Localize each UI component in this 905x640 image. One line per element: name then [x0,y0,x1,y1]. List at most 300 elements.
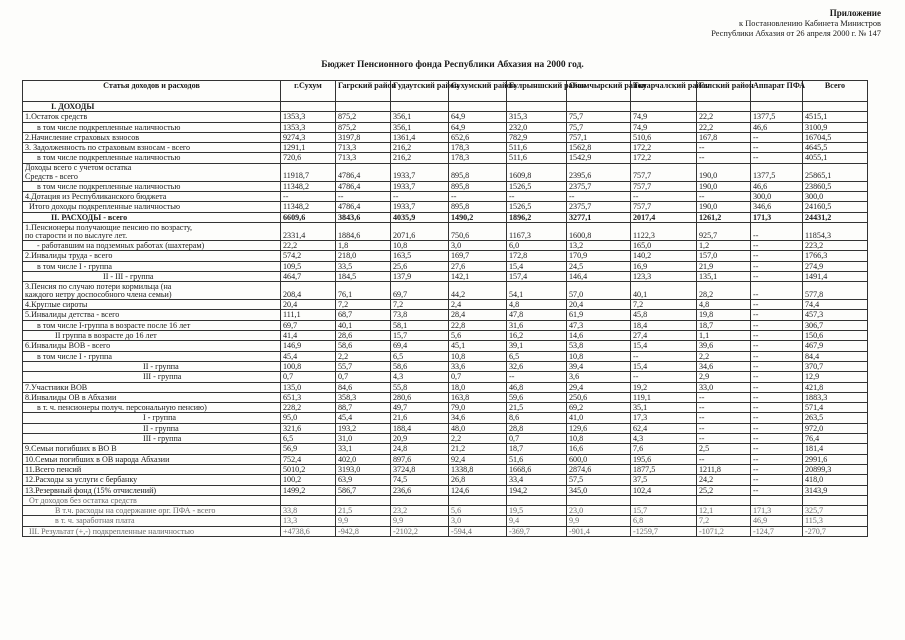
table-cell: 4786,4 [336,202,391,212]
table-row [23,434,868,444]
table-cell: -- [751,282,803,300]
table-cell: 11348,2 [281,181,336,191]
table-cell: 20,4 [281,300,336,310]
table-row [23,361,868,371]
table-cell: 74,4 [803,300,868,310]
table-cell: 11854,3 [803,222,868,240]
table-cell: -- [751,153,803,163]
table-cell: 55,8 [391,382,449,392]
table-cell: 41,0 [567,413,631,423]
table-cell: -- [567,192,631,202]
table-cell: 3277,1 [567,212,631,222]
table-cell: 41,4 [281,331,336,341]
table-cell [803,495,868,505]
row-label: 1.Пенсионеры получающие пенсию по возрасту, по старости и по выслуге лет. [23,222,281,240]
table-cell: 0,7 [336,372,391,382]
row-label: в том числе I - группа [23,261,281,271]
table-cell: 102,4 [631,485,697,495]
table-row [23,261,868,271]
table-cell: 59,6 [507,392,567,402]
table-cell: 6,8 [631,516,697,526]
table-cell: -- [751,434,803,444]
table-cell: 651,3 [281,392,336,402]
table-cell: 1122,3 [631,222,697,240]
row-label: в том числе I-группа в возрасте после 16 лет [23,320,281,330]
table-cell: -- [507,192,567,202]
table-cell: 54,1 [507,282,567,300]
table-row [23,444,868,454]
table-row [23,320,868,330]
table-cell: -- [281,192,336,202]
table-cell: 88,7 [336,403,391,413]
table-cell: 33,8 [281,506,336,516]
table-cell: 325,7 [803,506,868,516]
table-cell: 68,7 [336,310,391,320]
table-cell: 18,0 [449,382,507,392]
table-cell: 190,0 [697,202,751,212]
table-cell: 73,8 [391,310,449,320]
table-cell: 49,7 [391,403,449,413]
table-cell [631,102,697,112]
table-cell: 18,7 [507,444,567,454]
table-cell: 6609,6 [281,212,336,222]
table-cell: 46,6 [751,181,803,191]
row-label: 9.Семьи погибших в ВО В [23,444,281,454]
table-cell: 1933,7 [391,181,449,191]
table-cell: 2991,6 [803,454,868,464]
table-cell: 2,9 [697,372,751,382]
table-cell: -- [697,403,751,413]
table-cell: 418,0 [803,475,868,485]
table-cell: -- [631,351,697,361]
table-cell: 74,5 [391,475,449,485]
table-cell: 345,0 [567,485,631,495]
table-cell: 713,3 [336,153,391,163]
table-cell: 25865,1 [803,163,868,181]
table-cell [507,102,567,112]
table-cell: 24,8 [391,444,449,454]
table-cell: -- [751,351,803,361]
table-cell: 21,2 [449,444,507,454]
column-header: г.Сухум [281,81,336,102]
table-cell: 346,6 [751,202,803,212]
table-cell: -- [751,143,803,153]
table-cell [449,102,507,112]
table-cell: -- [751,222,803,240]
table-cell: 1883,3 [803,392,868,402]
table-cell: 92,4 [449,454,507,464]
table-cell: 12,9 [803,372,868,382]
table-cell: 263,5 [803,413,868,423]
row-label: в т. ч. пенсионеры получ. персональную пенсию) [23,403,281,413]
row-label: II группа в возрасте до 16 лет [23,331,281,341]
table-cell: 1526,5 [507,202,567,212]
table-row [23,163,868,181]
table-cell: 3143,9 [803,485,868,495]
table-cell: 9,9 [391,516,449,526]
table-cell: 16,2 [507,331,567,341]
table-cell: -- [751,413,803,423]
table-cell [567,102,631,112]
table-cell: 24,5 [567,261,631,271]
table-cell: 171,3 [751,212,803,222]
table-cell: -- [751,454,803,464]
table-cell: 228,2 [281,403,336,413]
table-cell: 757,1 [567,132,631,142]
table-cell: -- [697,423,751,433]
table-cell: 34,6 [697,361,751,371]
table-row [23,423,868,433]
row-label: 4.Дотация из Республиканского бюджета [23,192,281,202]
table-cell: 895,8 [449,202,507,212]
table-cell: 467,9 [803,341,868,351]
table-cell: 1562,8 [567,143,631,153]
table-cell: 10,8 [391,240,449,250]
row-label: в том числе подкрепленные наличностью [23,181,281,191]
table-cell: 63,9 [336,475,391,485]
table-row [23,372,868,382]
table-cell: 58,6 [391,361,449,371]
table-row [23,382,868,392]
table-cell: -- [697,413,751,423]
table-cell: 46,9 [751,516,803,526]
row-label: 11.Всего пенсий [23,464,281,474]
table-cell: 1361,4 [391,132,449,142]
table-cell: 216,2 [391,153,449,163]
table-cell: 100,8 [281,361,336,371]
table-cell: 24431,2 [803,212,868,222]
table-cell: 1896,2 [507,212,567,222]
row-label: 6.Инвалиды ВОВ - всего [23,341,281,351]
table-cell: 1,1 [697,331,751,341]
table-cell: 757,7 [631,181,697,191]
row-label: 4.Круглые сироты [23,300,281,310]
row-label: Итого доходы подкрепленные наличностью [23,202,281,212]
table-cell: 74,9 [631,122,697,132]
table-cell: 358,3 [336,392,391,402]
table-row [23,143,868,153]
table-cell: 178,3 [449,153,507,163]
table-cell: 157,4 [507,271,567,281]
table-cell: 1261,2 [697,212,751,222]
table-cell: 4,3 [631,434,697,444]
table-cell: -- [751,132,803,142]
table-row [23,122,868,132]
table-cell: 2375,7 [567,181,631,191]
table-cell: 69,2 [567,403,631,413]
table-cell: -- [751,320,803,330]
table-cell: 9,4 [507,516,567,526]
table-cell: 11348,2 [281,202,336,212]
table-cell: 190,0 [697,181,751,191]
table-cell: 897,6 [391,454,449,464]
table-cell: 720,6 [281,153,336,163]
table-cell: 356,1 [391,112,449,122]
table-cell: 167,8 [697,132,751,142]
table-cell: 146,4 [567,271,631,281]
table-cell: 84,6 [336,382,391,392]
table-cell: 782,9 [507,132,567,142]
table-cell: -- [391,192,449,202]
table-cell: 895,8 [449,163,507,181]
table-cell: 33,1 [336,444,391,454]
table-cell: 19,2 [631,382,697,392]
table-cell: -- [751,331,803,341]
table-cell: 306,7 [803,320,868,330]
table-row [23,454,868,464]
table-row [23,310,868,320]
column-header: Галский район [697,81,751,102]
table-cell: 1933,7 [391,202,449,212]
column-header: Аппарат ПФА [751,81,803,102]
table-cell: 7,2 [391,300,449,310]
table-cell: 39,1 [507,341,567,351]
table-row [23,351,868,361]
table-cell: 115,3 [803,516,868,526]
table-cell: 1377,5 [751,163,803,181]
table-cell: 15,4 [631,361,697,371]
table-cell: -- [697,454,751,464]
table-row [23,153,868,163]
table-cell: 123,3 [631,271,697,281]
table-cell [751,102,803,112]
table-cell: 1766,3 [803,251,868,261]
row-label: III - группа [23,372,281,382]
table-cell: 1600,8 [567,222,631,240]
table-cell: 33,4 [507,475,567,485]
table-cell: 1884,6 [336,222,391,240]
table-cell: 33,5 [336,261,391,271]
table-cell: 4786,4 [336,181,391,191]
table-cell: -1259,7 [631,526,697,536]
table-cell: 10,8 [567,351,631,361]
table-cell: 58,6 [336,341,391,351]
table-cell: 752,4 [281,454,336,464]
table-cell: 571,4 [803,403,868,413]
table-cell: 23,0 [567,506,631,516]
table-cell: 79,0 [449,403,507,413]
table-cell: 1338,8 [449,464,507,474]
row-label: 3.Пенсия по случаю потери кормильца (на каждого нетру доспособного члена семьи) [23,282,281,300]
table-cell [391,102,449,112]
row-label: 13.Резервный фонд (15% отчислений) [23,485,281,495]
table-cell [567,495,631,505]
table-cell: 1211,8 [697,464,751,474]
table-cell: 40,1 [336,320,391,330]
table-cell: 0,7 [507,434,567,444]
table-cell: -- [697,153,751,163]
table-cell: 17,3 [631,413,697,423]
table-cell: 19,8 [697,310,751,320]
table-cell: -- [751,423,803,433]
table-cell: 895,8 [449,181,507,191]
table-cell: 9,9 [336,516,391,526]
table-cell: 140,2 [631,251,697,261]
row-label: 5.Инвалиды детства - всего [23,310,281,320]
row-label: в том числе подкрепленные наличностью [23,153,281,163]
table-cell: 150,6 [803,331,868,341]
table-cell: 37,5 [631,475,697,485]
table-cell: 464,7 [281,271,336,281]
table-cell: 577,8 [803,282,868,300]
table-cell: -270,7 [803,526,868,536]
table-cell: 57,5 [567,475,631,485]
table-cell: 75,7 [567,122,631,132]
table-cell [803,102,868,112]
table-cell: 45,4 [336,413,391,423]
table-cell: 1526,5 [507,181,567,191]
table-cell: 3,0 [449,240,507,250]
table-cell: 300,0 [803,192,868,202]
table-cell: 109,5 [281,261,336,271]
table-cell: 23860,5 [803,181,868,191]
table-cell: 31,0 [336,434,391,444]
table-cell: 22,2 [281,240,336,250]
table-cell: -- [631,192,697,202]
table-cell: 135,1 [697,271,751,281]
row-label: 10.Семьи погибших в ОВ народа Абхазии [23,454,281,464]
table-cell: 2,2 [697,351,751,361]
table-cell: 15,4 [507,261,567,271]
table-cell: 274,9 [803,261,868,271]
table-cell: +4738,6 [281,526,336,536]
table-row [23,475,868,485]
budget-table-container [22,80,867,632]
table-cell [391,495,449,505]
table-cell: 4645,5 [803,143,868,153]
table-cell: 163,5 [391,251,449,261]
table-cell: 20,4 [567,300,631,310]
table-cell: 47,8 [507,310,567,320]
table-cell: 875,2 [336,122,391,132]
row-label: В т.ч. расходы на содержание орг. ПФА - всего [23,506,281,516]
table-cell: -- [697,143,751,153]
table-cell: 53,8 [567,341,631,351]
table-body [23,102,868,537]
table-cell: 135,0 [281,382,336,392]
table-cell: 457,3 [803,310,868,320]
table-cell: 34,6 [449,413,507,423]
table-cell: 20,9 [391,434,449,444]
table-cell: -901,4 [567,526,631,536]
table-cell: 44,2 [449,282,507,300]
table-cell [751,495,803,505]
table-cell: 4,8 [697,300,751,310]
row-label: I. ДОХОДЫ [23,102,281,112]
table-row [23,102,868,112]
table-cell: 3,0 [449,516,507,526]
table-cell: 3,6 [567,372,631,382]
table-cell: -- [751,240,803,250]
table-cell: 194,2 [507,485,567,495]
table-cell: 57,0 [567,282,631,300]
table-cell [336,102,391,112]
table-cell: 2071,6 [391,222,449,240]
row-label: 8.Инвалиды ОВ в Абхазии [23,392,281,402]
row-label: 2.Инвалиды труда - всего [23,251,281,261]
table-cell: 193,2 [336,423,391,433]
table-header-row [23,81,868,102]
table-cell: 321,6 [281,423,336,433]
table-row [23,132,868,142]
table-cell [281,495,336,505]
table-row [23,506,868,516]
table-cell: 25,6 [391,261,449,271]
table-cell: -594,4 [449,526,507,536]
table-cell: 170,9 [567,251,631,261]
column-header: Сухумский район [449,81,507,102]
table-cell: 181,4 [803,444,868,454]
table-cell: 5,6 [449,331,507,341]
table-cell: 2395,6 [567,163,631,181]
table-cell: 28,2 [697,282,751,300]
table-cell: 4,3 [391,372,449,382]
table-cell: 12,1 [697,506,751,516]
table-cell: 216,2 [391,143,449,153]
table-cell: 757,7 [631,163,697,181]
table-cell: 165,0 [631,240,697,250]
table-cell: -- [631,372,697,382]
row-label: От доходов без остатка средств [23,495,281,505]
table-cell: 0,7 [449,372,507,382]
table-cell: 163,8 [449,392,507,402]
row-label: II. РАСХОДЫ - всего [23,212,281,222]
row-label: 3. Задолженность по страховым взносам - всего [23,143,281,153]
table-cell: 172,8 [507,251,567,261]
table-cell: 421,8 [803,382,868,392]
table-cell: -- [751,403,803,413]
table-cell: 3193,0 [336,464,391,474]
table-cell [281,102,336,112]
table-cell: 76,1 [336,282,391,300]
table-cell: 8,6 [507,413,567,423]
table-cell: 45,4 [281,351,336,361]
table-cell: 925,7 [697,222,751,240]
table-cell: 1609,8 [507,163,567,181]
row-label: 7.Участники ВОВ [23,382,281,392]
appendix-header [711,8,881,40]
table-cell: 7,2 [631,300,697,310]
table-cell: 171,3 [751,506,803,516]
table-cell: 47,3 [567,320,631,330]
table-cell: 1933,7 [391,163,449,181]
table-cell [631,495,697,505]
table-cell: 119,1 [631,392,697,402]
table-cell: 95,0 [281,413,336,423]
table-cell: -- [751,271,803,281]
table-row [23,341,868,351]
table-cell: 600,0 [567,454,631,464]
table-cell: 22,8 [449,320,507,330]
table-cell: 11918,7 [281,163,336,181]
table-cell: 142,1 [449,271,507,281]
table-cell: 2,4 [449,300,507,310]
table-row [23,485,868,495]
table-cell: -- [751,341,803,351]
table-cell: 124,6 [449,485,507,495]
row-label: 1.Остаток средств [23,112,281,122]
table-cell: 188,4 [391,423,449,433]
table-cell: 370,7 [803,361,868,371]
table-cell: 111,1 [281,310,336,320]
table-cell: -- [751,261,803,271]
table-cell: 190,0 [697,163,751,181]
table-row [23,403,868,413]
table-cell: -1071,2 [697,526,751,536]
table-cell: -- [751,251,803,261]
table-row [23,495,868,505]
table-cell: 7,2 [697,516,751,526]
